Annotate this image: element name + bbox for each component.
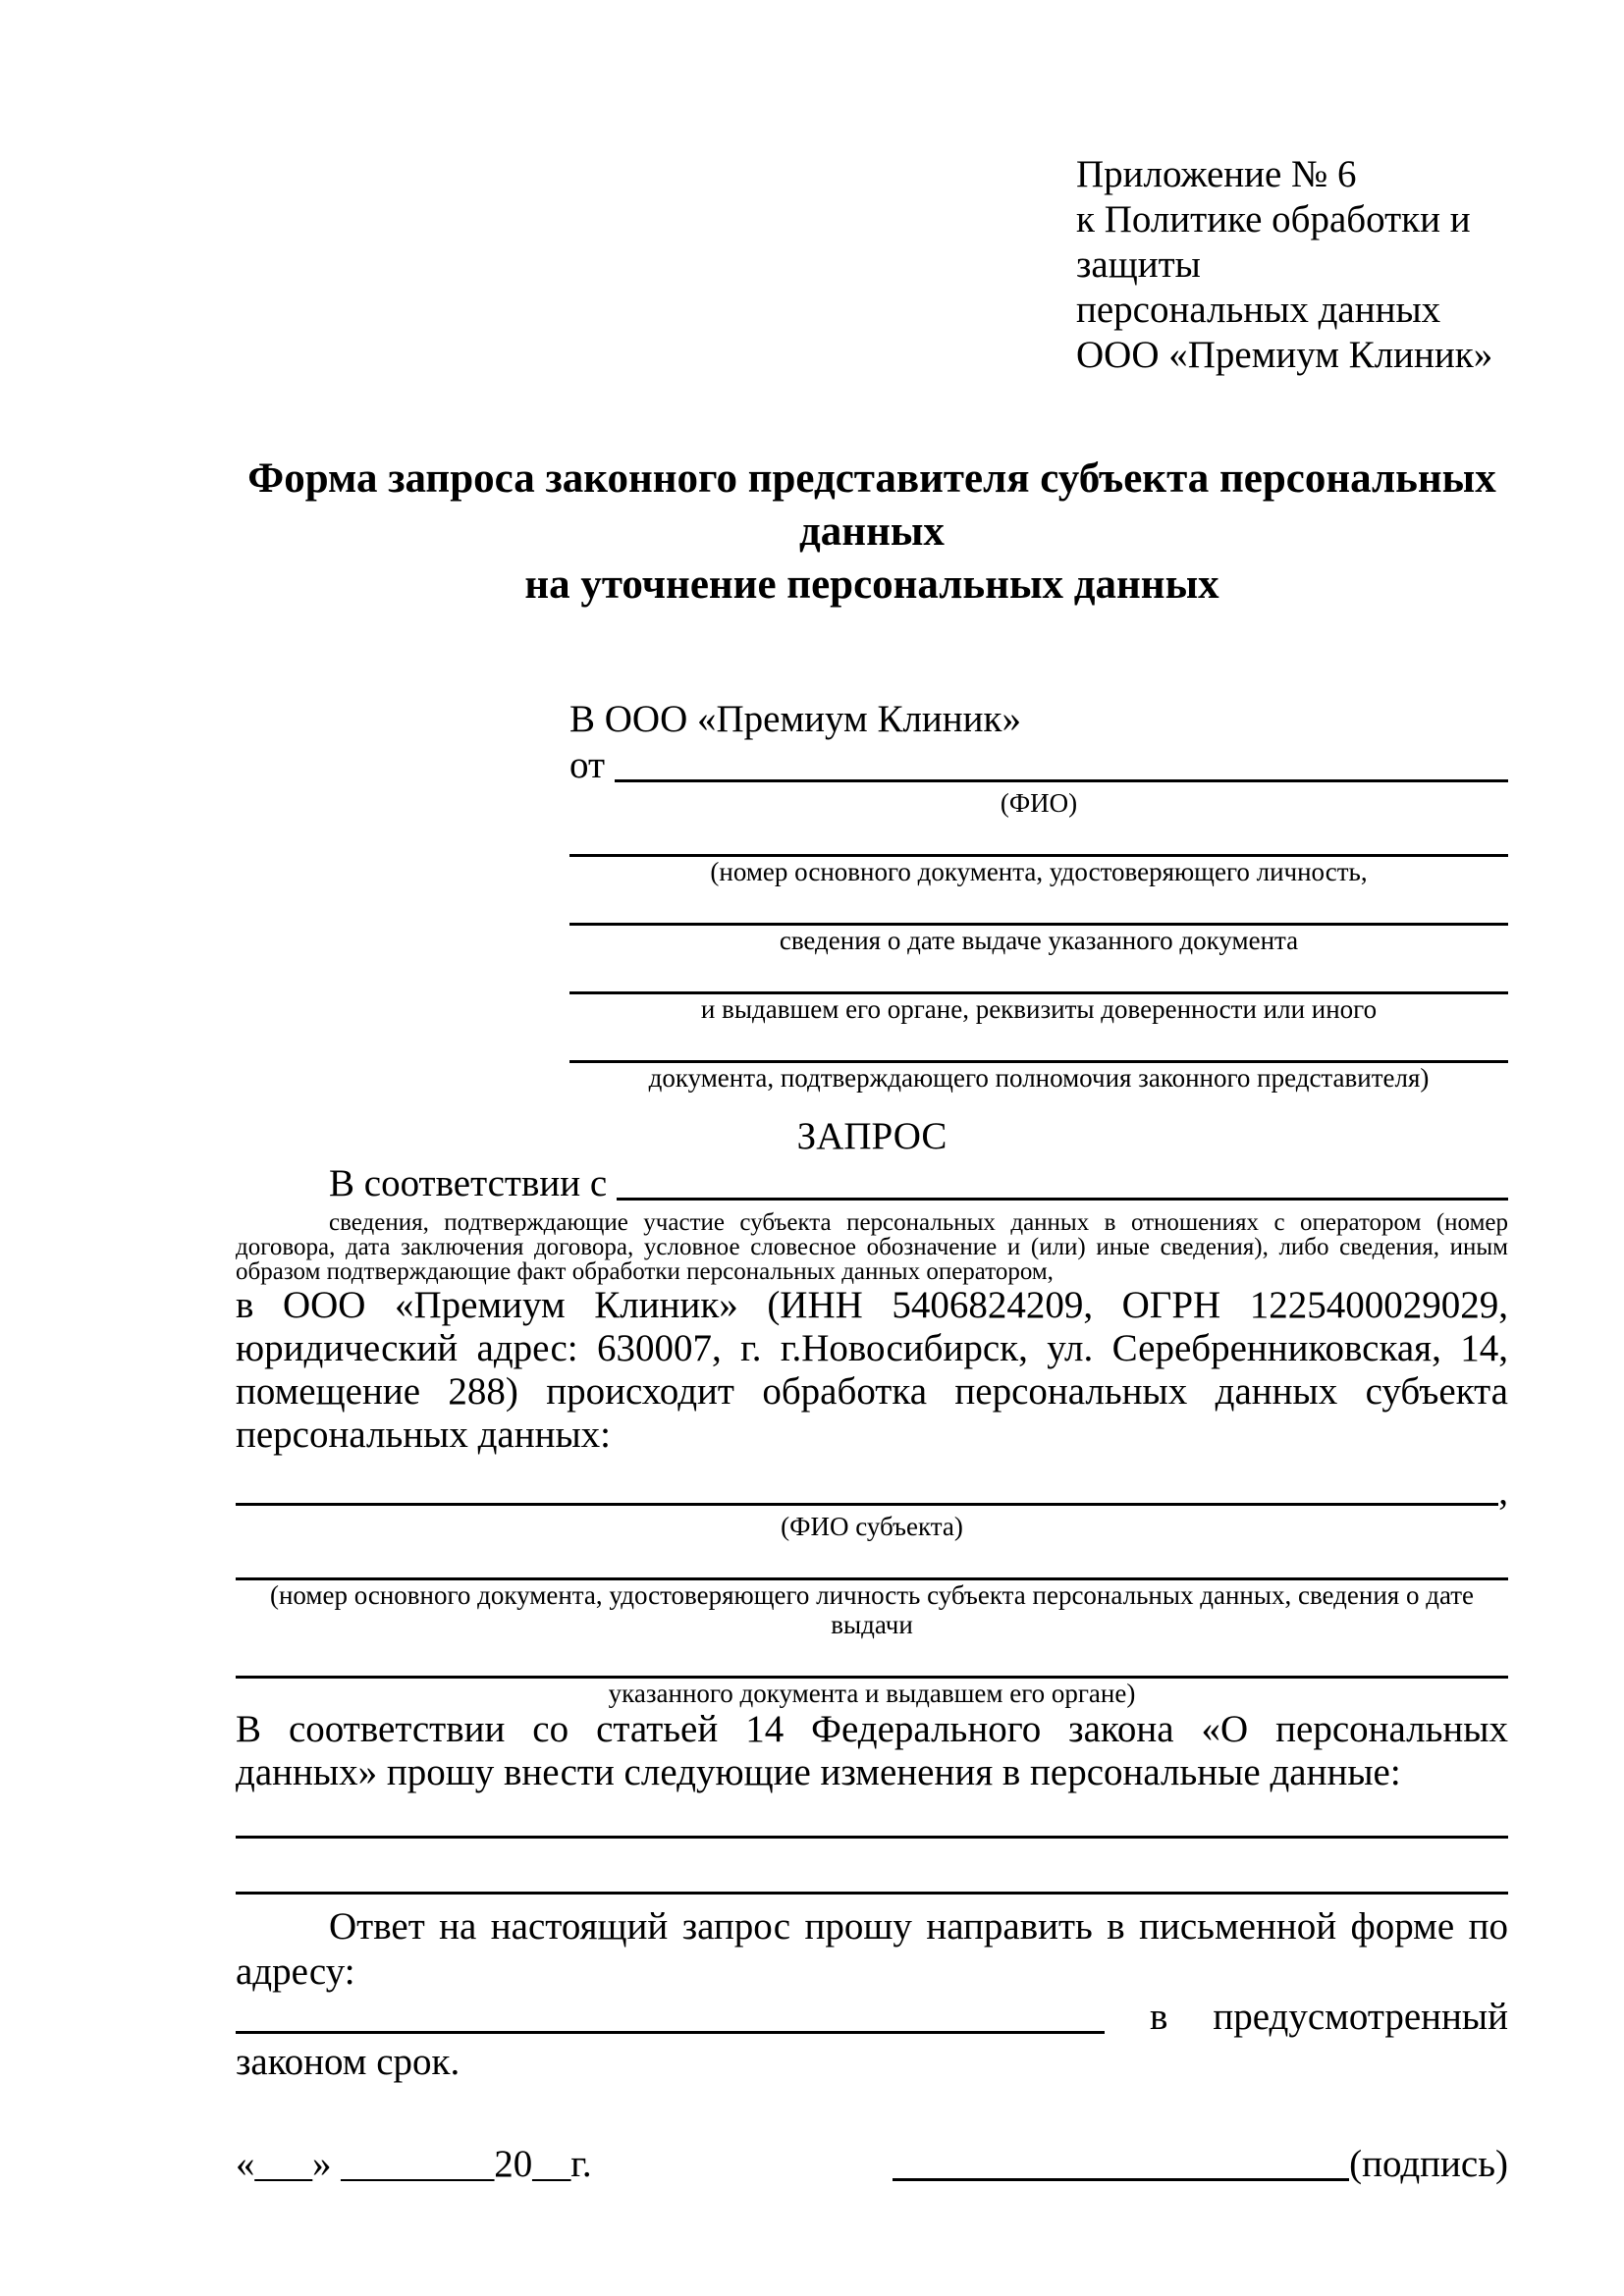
from-label: от: [569, 744, 606, 786]
appendix-note: [1076, 152, 1508, 378]
appendix-line: ООО «Премиум Клиник»: [1076, 334, 1493, 376]
subject-caption: (ФИО субъекта): [781, 1512, 963, 1541]
subject-field: [236, 1639, 1508, 1708]
blank-line: [236, 1639, 1508, 1679]
blank-line: [236, 1541, 1508, 1580]
blank-line: [236, 1794, 1508, 1839]
reply-line-1: Ответ на настоящий запрос прошу направить в письменной форме по адресу:: [236, 1905, 1508, 1993]
reply-line-3: законом срок.: [236, 2041, 460, 2083]
field-caption-fio: (ФИО): [1000, 788, 1078, 818]
legal-basis-footnote: сведения, подтверждающие участие субъекта персональных данных в отношениях с оператором (номер договора, дата заключения договора, условное словесное обозначение и (или) иные сведения), либо сведения, иным образом подтверждающие факт обработки персональных данных оператором,: [236, 1209, 1508, 1285]
field-caption: (номер основного документа, удостоверяющего личность,: [710, 857, 1368, 886]
legal-basis-row: [236, 1161, 1508, 1206]
operator-paragraph: в ООО «Премиум Клиник» (ИНН 5406824209, ОГРН 1225400029029, юридический адрес: 630007, г. г.Новосибирск, ул. Серебренниковская, 14, помещение 288) происходит обработка персональных данных субъекта персональных данных:: [236, 1284, 1508, 1456]
reply-word: предусмотренный: [1213, 1996, 1508, 2038]
reply-word: в: [1149, 1996, 1168, 2038]
addressee-field: [569, 1024, 1508, 1093]
from-blank-line: [615, 743, 1508, 782]
date-blank: «___» ________20__г.: [236, 2143, 592, 2185]
addressee-field: [569, 818, 1508, 886]
amendment-paragraph: В соответствии со статьей 14 Федерального закона «О персональных данных» прошу внести следующие изменения в персональные данные:: [236, 1708, 1508, 1793]
legal-basis-blank-line: [617, 1161, 1508, 1201]
blank-line: [569, 955, 1508, 994]
appendix-line: Приложение № 6: [1076, 153, 1357, 195]
blank-line: [569, 886, 1508, 926]
blank-line: [569, 818, 1508, 857]
subject-line-suffix: ,: [1498, 1470, 1508, 1513]
document-title: [236, 453, 1508, 612]
title-line: на уточнение персональных данных: [524, 561, 1219, 608]
signature-area: [893, 2142, 1508, 2187]
field-caption: документа, подтверждающего полномочия законного представителя): [648, 1063, 1430, 1093]
subject-name-blank-line: [236, 1472, 1498, 1506]
reply-line-2: [236, 1995, 1508, 2040]
title-line: Форма запроса законного представителя субъекта персональных данных: [247, 455, 1496, 555]
blank-line: [569, 1024, 1508, 1063]
addressee-to: В ООО «Премиум Клиник»: [569, 698, 1021, 740]
blank-line: [236, 1839, 1508, 1895]
addressee-field: [569, 955, 1508, 1024]
subject-field: [236, 1541, 1508, 1639]
addressee-field: [569, 886, 1508, 955]
subject-name-row: [236, 1472, 1508, 1512]
subject-caption: (номер основного документа, удостоверяющего личность субъекта персональных данных, сведения о дате выдачи: [269, 1580, 1475, 1639]
signature-caption: (подпись): [1349, 2143, 1508, 2185]
request-heading: ЗАПРОС: [796, 1115, 947, 1157]
reply-address-blank-line: [236, 1995, 1105, 2034]
signature-blank-line: [893, 2142, 1349, 2181]
signing-row: [236, 2142, 1508, 2187]
legal-basis-label: В соответствии с: [329, 1162, 608, 1204]
addressee-block: [569, 696, 1508, 1093]
field-caption: и выдавшем его органе, реквизиты доверенности или иного: [700, 994, 1378, 1024]
from-row: [569, 743, 1508, 788]
subject-caption: указанного документа и выдавшем его органе): [608, 1679, 1136, 1708]
appendix-line: персональных данных: [1076, 289, 1441, 331]
field-caption: сведения о дате выдаче указанного документа: [779, 926, 1299, 955]
appendix-line: к Политике обработки и защиты: [1076, 198, 1471, 286]
